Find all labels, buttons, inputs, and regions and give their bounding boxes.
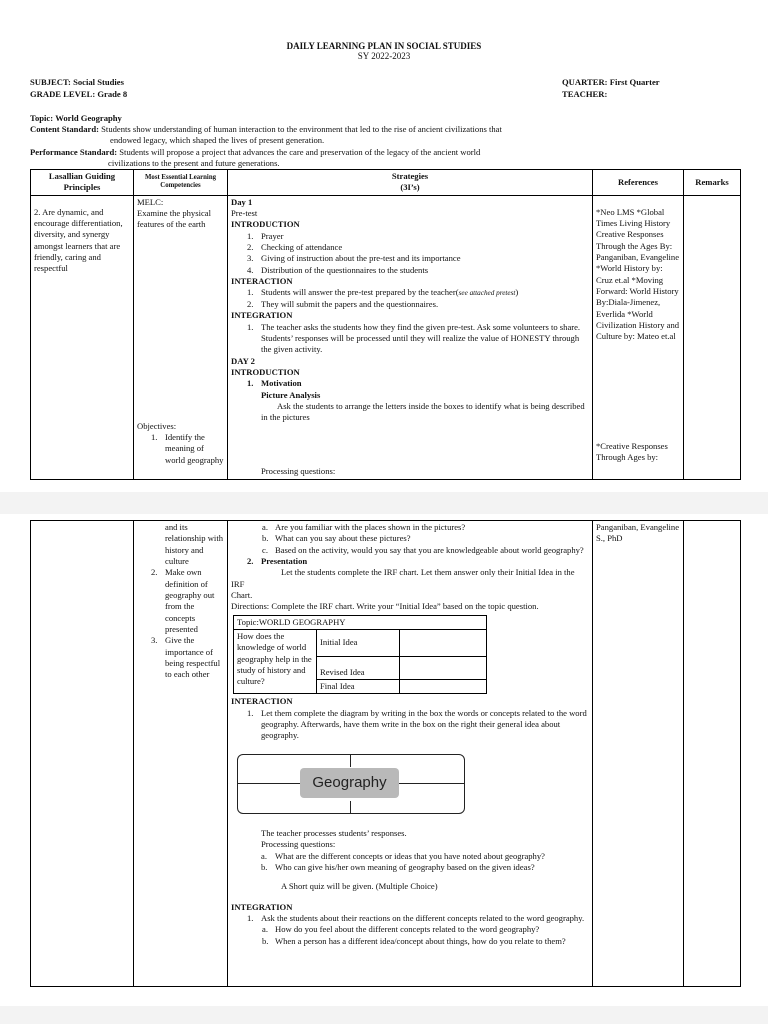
grade-line xyxy=(30,89,127,100)
objective-2: 2. Make own definition of geography out from the concepts presented xyxy=(151,567,215,635)
remarks-cell-page-2 xyxy=(684,521,741,987)
list-item: b. When a person has a different idea/concept about things, how do you relate to them? xyxy=(262,935,566,946)
melc-label: MELC: xyxy=(137,196,164,207)
lesson-table-page-2 xyxy=(30,520,741,987)
references-cell-page-1 xyxy=(593,195,684,479)
list-item: 1. Let them complete the diagram by writing in the box the words or concepts related to the word geography. Afterwards, have them write in the box on the right their general idea about geography. xyxy=(247,707,587,741)
processes-text: The teacher processes students’ responses. xyxy=(261,827,407,838)
irf-revised-answer[interactable] xyxy=(400,657,487,680)
school-year: SY 2022-2023 xyxy=(357,51,411,61)
performance-text-1: Students will propose a project that advances the care and preservation of the legacy of the ancient world xyxy=(119,147,481,157)
document-title: DAILY LEARNING PLAN IN SOCIAL STUDIES xyxy=(286,41,482,51)
list-item: 1. Motivation xyxy=(247,378,302,389)
teacher-line xyxy=(562,89,607,100)
references-text: *Neo LMS *Global Times Living History Creative Responses Through the Ages By: Panganiban, Evangeline *World History by: Cruz et.al *Moving Forward: World History By:Diala-Jimenez, Everlida *World Civilization History and Culture by: Mateo et.al xyxy=(596,206,680,342)
content-standard xyxy=(30,124,730,147)
list-item: 4. Distribution of the questionnaires to the students xyxy=(247,264,429,275)
performance-standard xyxy=(30,147,730,170)
geography-center-box: Geography xyxy=(300,768,399,798)
irf-final-label: Final Idea xyxy=(317,680,400,694)
performance-label: Performance Standard: xyxy=(30,147,118,157)
subject-value: Social Studies xyxy=(73,77,124,87)
objectives-label: Objectives: xyxy=(137,420,177,431)
grade-value: Grade 8 xyxy=(97,89,128,99)
interaction-heading: INTERACTION xyxy=(231,276,293,287)
melc-cell xyxy=(134,195,228,479)
day-1-label: Day 1 xyxy=(231,196,253,207)
list-item: 1. Prayer xyxy=(247,230,284,241)
list-item: b. What can you say about these pictures? xyxy=(262,533,411,544)
melc-text: Examine the physical features of the earth xyxy=(137,208,211,230)
interaction-list xyxy=(231,287,589,310)
pretest-label: Pre-test xyxy=(231,208,258,219)
list-item: 2. They will submit the papers and the questionnaires. xyxy=(247,298,439,309)
processing-questions-label: Processing questions: xyxy=(261,465,336,476)
header-references: References xyxy=(593,170,684,196)
strategies-cell-page-1 xyxy=(228,195,593,479)
objectives-cell-page-2 xyxy=(134,521,228,987)
objective-1: 1. Identify the meaning of world geography xyxy=(151,432,224,465)
picture-analysis-heading: Picture Analysis xyxy=(261,389,321,400)
topic-line xyxy=(30,113,122,124)
page-break xyxy=(0,492,768,514)
lasallian-text: 2. Are dynamic, and encourage differentiation, diversity, and synergy amongst learners that are friendly, caring and respectful xyxy=(34,206,123,274)
introduction-heading: INTRODUCTION xyxy=(231,219,300,230)
quarter-line xyxy=(562,77,660,88)
list-item: b. Who can give his/her own meaning of geography based on the given ideas? xyxy=(261,861,535,872)
irf-initial-answer[interactable] xyxy=(400,630,487,657)
grade-label: GRADE LEVEL: xyxy=(30,89,96,99)
irf-topic: Topic:WORLD GEOGRAPHY xyxy=(234,615,487,629)
list-item: 1. Students will answer the pre-test prepared by the teacher(see attached pretest) xyxy=(247,287,519,298)
processing-questions-list xyxy=(231,522,589,556)
diagram-connector-top xyxy=(350,755,351,767)
list-item: a. Are you familiar with the places shown in the pictures? xyxy=(262,522,466,532)
day-2-label: DAY 2 xyxy=(231,355,255,366)
references-text-3: Panganiban, Evangeline S., PhD xyxy=(596,522,680,544)
list-item: 2. Presentation xyxy=(247,556,308,567)
interaction-heading-2: INTERACTION xyxy=(231,696,293,707)
header-remarks: Remarks xyxy=(684,170,741,196)
irf-question: How does the knowledge of world geography help in the study of history and culture? xyxy=(234,630,317,694)
list-item: a. What are the different concepts or ideas that you have noted about geography? xyxy=(261,850,545,861)
introduction-heading-2: INTRODUCTION xyxy=(231,367,300,377)
performance-text-2: civilizations to the present and future generations. xyxy=(108,158,280,169)
content-text-2: endowed legacy, which shaped the lives of present generation. xyxy=(110,135,325,146)
topic-value: World Geography xyxy=(55,113,122,123)
list-item: c. Based on the activity, would you say that you are knowledgeable about world geography? xyxy=(262,544,584,555)
list-item: 3. Giving of instruction about the pre-test and its importance xyxy=(247,253,461,264)
irf-revised-label: Revised Idea xyxy=(317,657,400,680)
integration-list-2 xyxy=(231,913,589,924)
references-text-2: *Creative Responses Through Ages by: xyxy=(596,440,668,463)
irf-chart xyxy=(233,615,487,695)
list-item: 1. The teacher asks the students how they find the given pre-test. Ask some volunteers to share. Students’ responses will be processed until they will realize the value of HONESTY through the given activity. xyxy=(247,321,581,355)
content-text-1: Students show understanding of human interaction to the environment that led to the rise of ancient civilizations that xyxy=(101,124,502,134)
subject-label: SUBJECT: xyxy=(30,77,71,87)
integration-heading-2: INTEGRATION xyxy=(231,901,293,912)
irf-initial-label: Initial Idea xyxy=(317,630,400,657)
list-item: 1. Ask the students about their reactions on the different concepts related to the word geography. xyxy=(247,912,585,923)
strategies-cell-page-2 xyxy=(228,521,593,987)
lasallian-cell xyxy=(31,195,134,479)
picture-analysis-text: Ask the students to arrange the letters inside the boxes to identify what is being described in the pictures xyxy=(261,401,585,423)
lesson-table-page-1 xyxy=(30,169,741,480)
list-item: a. How do you feel about the different concepts related to the word geography? xyxy=(262,924,540,935)
list-item: 2. Checking of attendance xyxy=(247,242,343,253)
objective-3: 3. Give the importance of being respectful to each other xyxy=(151,635,221,680)
irf-directions: Directions: Complete the IRF chart. Write your “Initial Idea” based on the topic question. xyxy=(231,601,539,612)
presentation-text: Let the students complete the IRF chart. Let them answer only their Initial Idea in the IRF Chart. xyxy=(231,567,575,601)
processing-questions-list-2 xyxy=(231,851,589,874)
presentation-list xyxy=(231,556,589,567)
topic-label: Topic: xyxy=(30,113,54,123)
integration-list xyxy=(231,322,589,356)
header-strategies: Strategies (3I’s) xyxy=(228,170,593,196)
irf-final-answer[interactable] xyxy=(400,680,487,694)
diagram-connector-bottom xyxy=(350,801,351,813)
interaction-list-2 xyxy=(231,708,589,742)
references-cell-page-2 xyxy=(593,521,684,987)
page-break-2 xyxy=(0,1006,768,1024)
subject-line xyxy=(30,77,124,88)
processing-questions-label-2: Processing questions: xyxy=(261,839,336,850)
integration-sub-list xyxy=(231,924,589,947)
objective-1-continued: and its relationship with history and culture xyxy=(165,522,223,567)
motivation-list xyxy=(231,378,589,389)
lasallian-cell-page-2 xyxy=(31,521,134,987)
header-lasallian: Lasallian Guiding Principles xyxy=(31,170,134,196)
geography-diagram xyxy=(237,754,465,814)
integration-heading: INTEGRATION xyxy=(231,310,293,321)
quiz-text: A Short quiz will be given. (Multiple Choice) xyxy=(281,881,438,892)
quarter-label: QUARTER: xyxy=(562,77,608,87)
remarks-cell-page-1 xyxy=(684,195,741,479)
header-melc: Most Essential Learning Competencies xyxy=(134,170,228,196)
content-label: Content Standard: xyxy=(30,124,99,134)
teacher-label: TEACHER: xyxy=(562,89,608,99)
introduction-list xyxy=(231,231,589,276)
quarter-value: First Quarter xyxy=(609,77,660,87)
